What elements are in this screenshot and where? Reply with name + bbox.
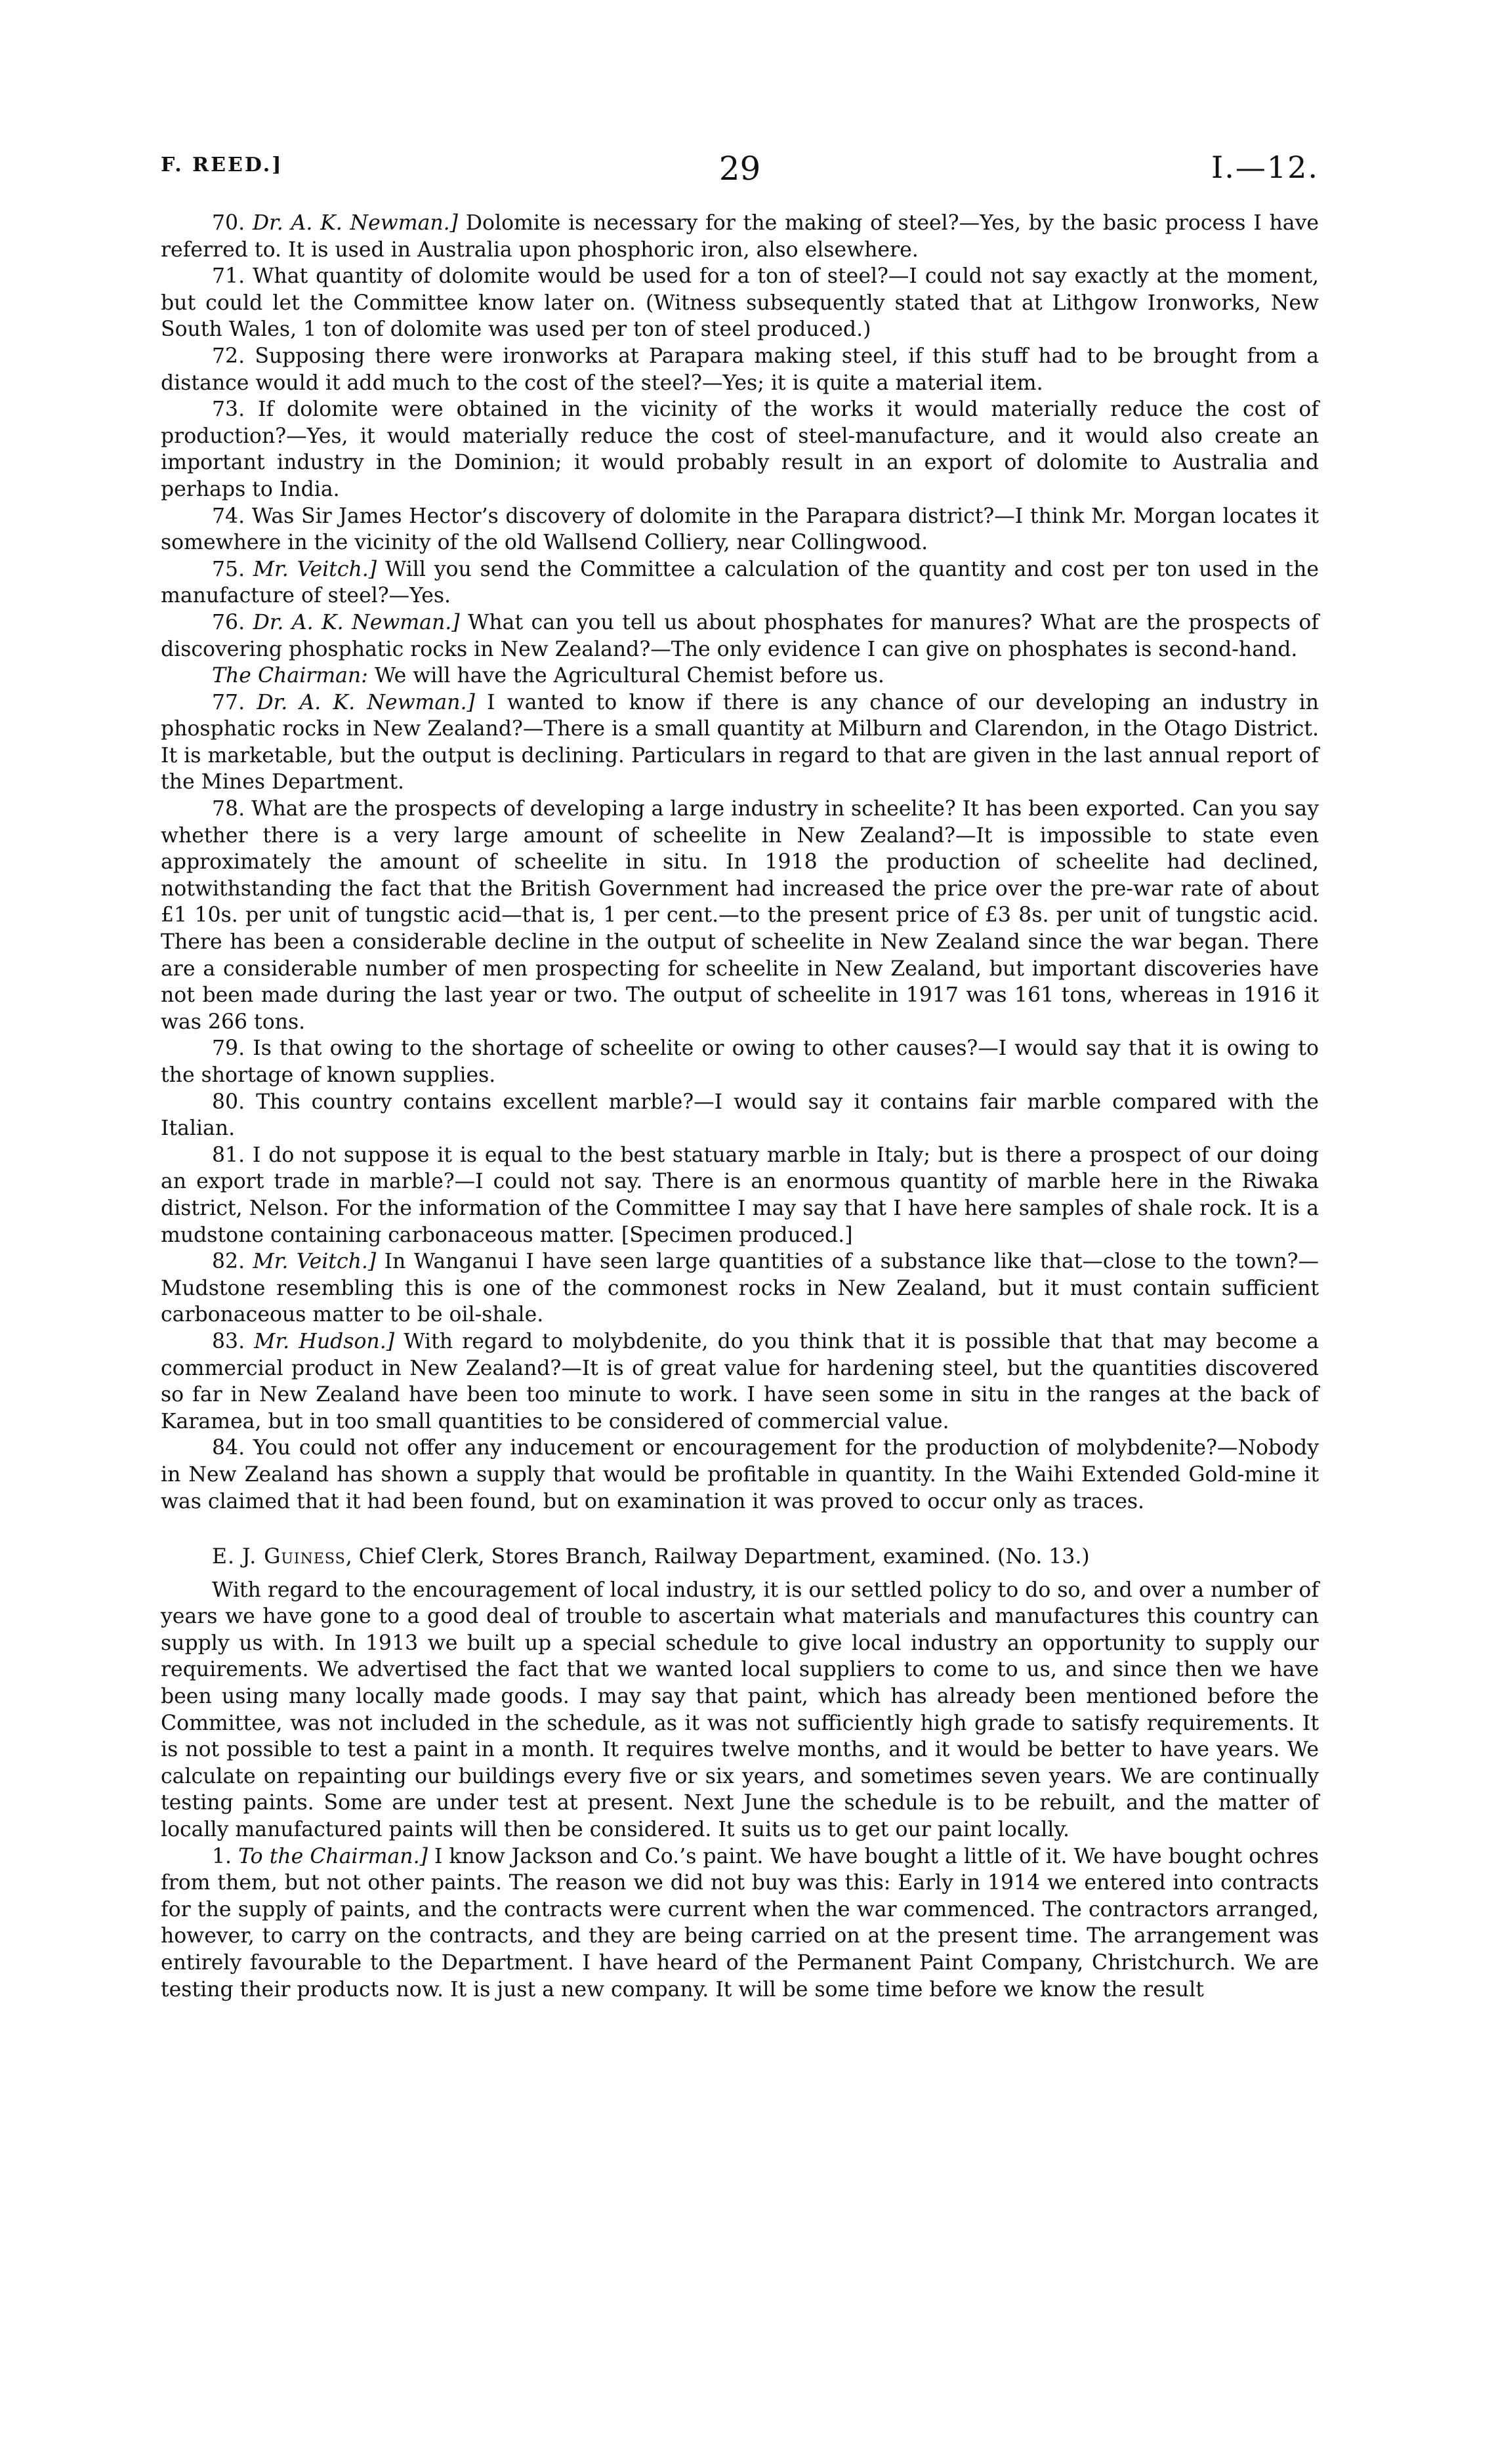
- question-number: 77.: [212, 690, 257, 714]
- paragraph: [161, 1142, 1319, 1248]
- paragraph: [161, 503, 1319, 556]
- paragraph: [161, 1089, 1319, 1142]
- paragraph: [161, 1328, 1319, 1435]
- paragraph-text: With regard to the encouragement of local industry, it is our settled policy to do so, and over a number of years we have gone to a good deal of trouble to ascertain what materials and manufactures this country can supply us with. In 1913 we built up a special schedule to give local industry an opportunity to supply our requirements. We advertised the fact that we wanted local suppliers to come to us, and since then we have been using many locally made goods. I may say that paint, which has already been mentioned before the Committee, was not included in the schedule, as it was not sufficiently high grade to satisfy requirements. It is not possible to test a paint in a month. It requires twelve months, and it would be better to have years. We calculate on repainting our buildings every five or six years, and sometimes seven years. We are continually testing paints. Some are under test at present. Next June the schedule is to be rebuilt, and the matter of locally manufactured paints will then be considered. It suits us to get our paint locally.: [161, 1578, 1319, 1842]
- paragraph: [161, 556, 1319, 609]
- speaker: Dr. A. K. Newman.]: [257, 690, 475, 714]
- paragraph: [161, 396, 1319, 503]
- evidence-paragraphs-guiness: [161, 1577, 1319, 2003]
- paragraph: [161, 1248, 1319, 1328]
- page-header: [161, 150, 1319, 189]
- question-number: 81.: [212, 1143, 253, 1167]
- speaker: Mr. Hudson.]: [254, 1329, 394, 1353]
- paragraph: [161, 796, 1319, 1035]
- paragraph: [161, 609, 1319, 663]
- question-number: 74.: [212, 504, 252, 528]
- speaker: Mr. Veitch.]: [253, 1250, 377, 1274]
- question-number: 79.: [212, 1037, 253, 1061]
- paragraph: [161, 1435, 1319, 1515]
- paragraph-text: We will have the Agricultural Chemist before us.: [367, 664, 884, 688]
- question-number: 78.: [212, 797, 252, 821]
- paragraph-text: Supposing there were ironworks at Parapara making steel, if this stuff had to be brought from a distance would it add much to the cost of the steel?—Yes; it is quite a material item.: [161, 344, 1319, 395]
- document-reference: I.—12.: [1211, 150, 1319, 185]
- paragraph-text: I do not suppose it is equal to the best statuary marble in Italy; but is there a prospect of our doing an export trade in marble?—I could not say. There is an enormous quantity of marble here in the Riwaka district, Nelson. For the information of the Committee I may say that I have here samples of shale rock. It is a mudstone containing carbonaceous matter. [Specimen produced.]: [161, 1143, 1319, 1247]
- paragraph: [161, 689, 1319, 796]
- document-body: [161, 210, 1319, 2003]
- paragraph-text: What quantity of dolomite would be used for a ton of steel?—I could not say exactly at the moment, but could let the Committee know later on. (Witness subsequently stated that at Lithgow Ironworks, New South Wales, 1 ton of dolomite was used per ton of steel produced.): [161, 264, 1319, 342]
- paragraph-text: What can you tell us about phosphates for manures? What are the prospects of discovering phosphatic rocks in New Zealand?—The only evidence I can give on phosphates is second-hand.: [161, 610, 1319, 661]
- paragraph-text: This country contains excellent marble?—I would say it contains fair marble compared with the Italian.: [161, 1090, 1319, 1141]
- speaker: The Chairman:: [212, 664, 368, 688]
- question-number: 71.: [212, 264, 253, 289]
- section-witness-description: , Chief Clerk, Stores Branch, Railway Department, examined. (No. 13.): [345, 1545, 1090, 1569]
- speaker: Dr. A. K. Newman.]: [252, 211, 458, 235]
- paragraph-text: What are the prospects of developing a large industry in scheelite? It has been exported. Can you say whether there is a very large amount of scheelite in New Zealand?—It is impossible to state even approximately the amount of scheelite in situ. In 1918 the production of scheelite had declined, notwithstanding the fact that the British Government had increased the price over the pre-war rate of about £1 10s. per unit of tungstic acid—that is, 1 per cent.—to the present price of £3 8s. per unit of tungstic acid. There has been a considerable decline in the output of scheelite in New Zealand since the war began. There are a considerable number of men prospecting for scheelite in New Zealand, but important discoveries have not been made during the last year or two. The output of scheelite in 1917 was 161 tons, whereas in 1916 it was 266 tons.: [161, 797, 1319, 1034]
- paragraph-text: Was Sir James Hector’s discovery of dolomite in the Parapara district?—I think Mr. Morgan locates it somewhere in the vicinity of the old Wallsend Colliery, near Collingwood.: [161, 504, 1319, 555]
- question-number: 80.: [212, 1090, 257, 1114]
- paragraph-text: In Wanganui I have seen large quantities of a substance like that—close to the town?—Mudstone resembling this is one of the commonest rocks in New Zealand, but it must contain sufficient carbonaceous matter to be oil-shale.: [161, 1250, 1319, 1327]
- question-number: 83.: [212, 1329, 255, 1353]
- paragraph-text: With regard to molybdenite, do you think that it is possible that that may become a commercial product in New Zealand?—It is of great value for hardening steel, but the quantities discovered so far in New Zealand have been too minute to work. I have seen some in situ in the ranges at the back of Karamea, but in too small quantities to be considered of commercial value.: [161, 1329, 1319, 1433]
- speaker: Dr. A. K. Newman.]: [253, 610, 460, 634]
- paragraph-text: Is that owing to the shortage of scheelite or owing to other causes?—I would say that it is owing to the shortage of known supplies.: [161, 1037, 1319, 1087]
- paragraph: [161, 263, 1319, 343]
- page-number: 29: [718, 150, 761, 188]
- paragraph-text: Will you send the Committee a calculation of the quantity and cost per ton used in the manufacture of steel?—Yes.: [161, 557, 1319, 608]
- question-number: 73.: [212, 398, 259, 422]
- question-number: 72.: [212, 344, 255, 368]
- question-number: 70.: [212, 211, 253, 235]
- paragraph-text: I wanted to know if there is any chance of our developing an industry in phosphatic rocks in New Zealand?—There is a small quantity at Milburn and Clarendon, in the Otago District. It is marketable, but the output is declining. Particulars in regard to that are given in the last annual report of the Mines Department.: [161, 690, 1319, 794]
- question-number: 1.: [212, 1844, 239, 1868]
- question-number: 76.: [212, 610, 253, 634]
- paragraph: [161, 1035, 1319, 1088]
- paragraph-text: You could not offer any inducement or encouragement for the production of molybdenite?—Nobody in New Zealand has shown a supply that would be profitable in quantity. In the Waihi Extended Gold-mine it was claimed that it had been found, but on examination it was proved to occur only as traces.: [161, 1436, 1319, 1513]
- question-number: 82.: [212, 1250, 253, 1274]
- speaker: To the Chairman.]: [238, 1844, 428, 1868]
- paragraph: [161, 343, 1319, 396]
- speaker: Mr. Veitch.]: [253, 557, 377, 581]
- paragraph: [161, 210, 1319, 263]
- section-heading: [161, 1544, 1319, 1571]
- witness-name-header: F. REED.]: [161, 154, 283, 176]
- question-number: 75.: [212, 557, 253, 581]
- evidence-paragraphs-reed: [161, 210, 1319, 1515]
- section-witness-name: E. J. Guiness: [212, 1545, 346, 1569]
- paragraph: [161, 1843, 1319, 2003]
- paragraph-text: I know Jackson and Co.’s paint. We have bought a little of it. We have bought ochres from them, but not other paints. The reason we did not buy was this: Early in 1914 we entered into contracts for the supply of paints, and the contracts were current when the war commenced. The contractors arranged, however, to carry on the contracts, and they are being carried on at the present time. The arrangement was entirely favourable to the Department. I have heard of the Permanent Paint Company, Christchurch. We are testing their products now. It is just a new company. It will be some time before we know the result: [161, 1844, 1319, 2002]
- paragraph: [161, 1577, 1319, 1843]
- paragraph: [161, 663, 1319, 689]
- paragraph-text: If dolomite were obtained in the vicinity of the works it would materially reduce the cost of production?—Yes, it would materially reduce the cost of steel-manufacture, and it would also create an important industry in the Dominion; it would probably result in an export of dolomite to Australia and perhaps to India.: [161, 398, 1319, 501]
- question-number: 84.: [212, 1436, 253, 1460]
- paragraph-text: Dolomite is necessary for the making of steel?—Yes, by the basic process I have referred to. It is used in Australia upon phosphoric iron, also elsewhere.: [161, 211, 1319, 262]
